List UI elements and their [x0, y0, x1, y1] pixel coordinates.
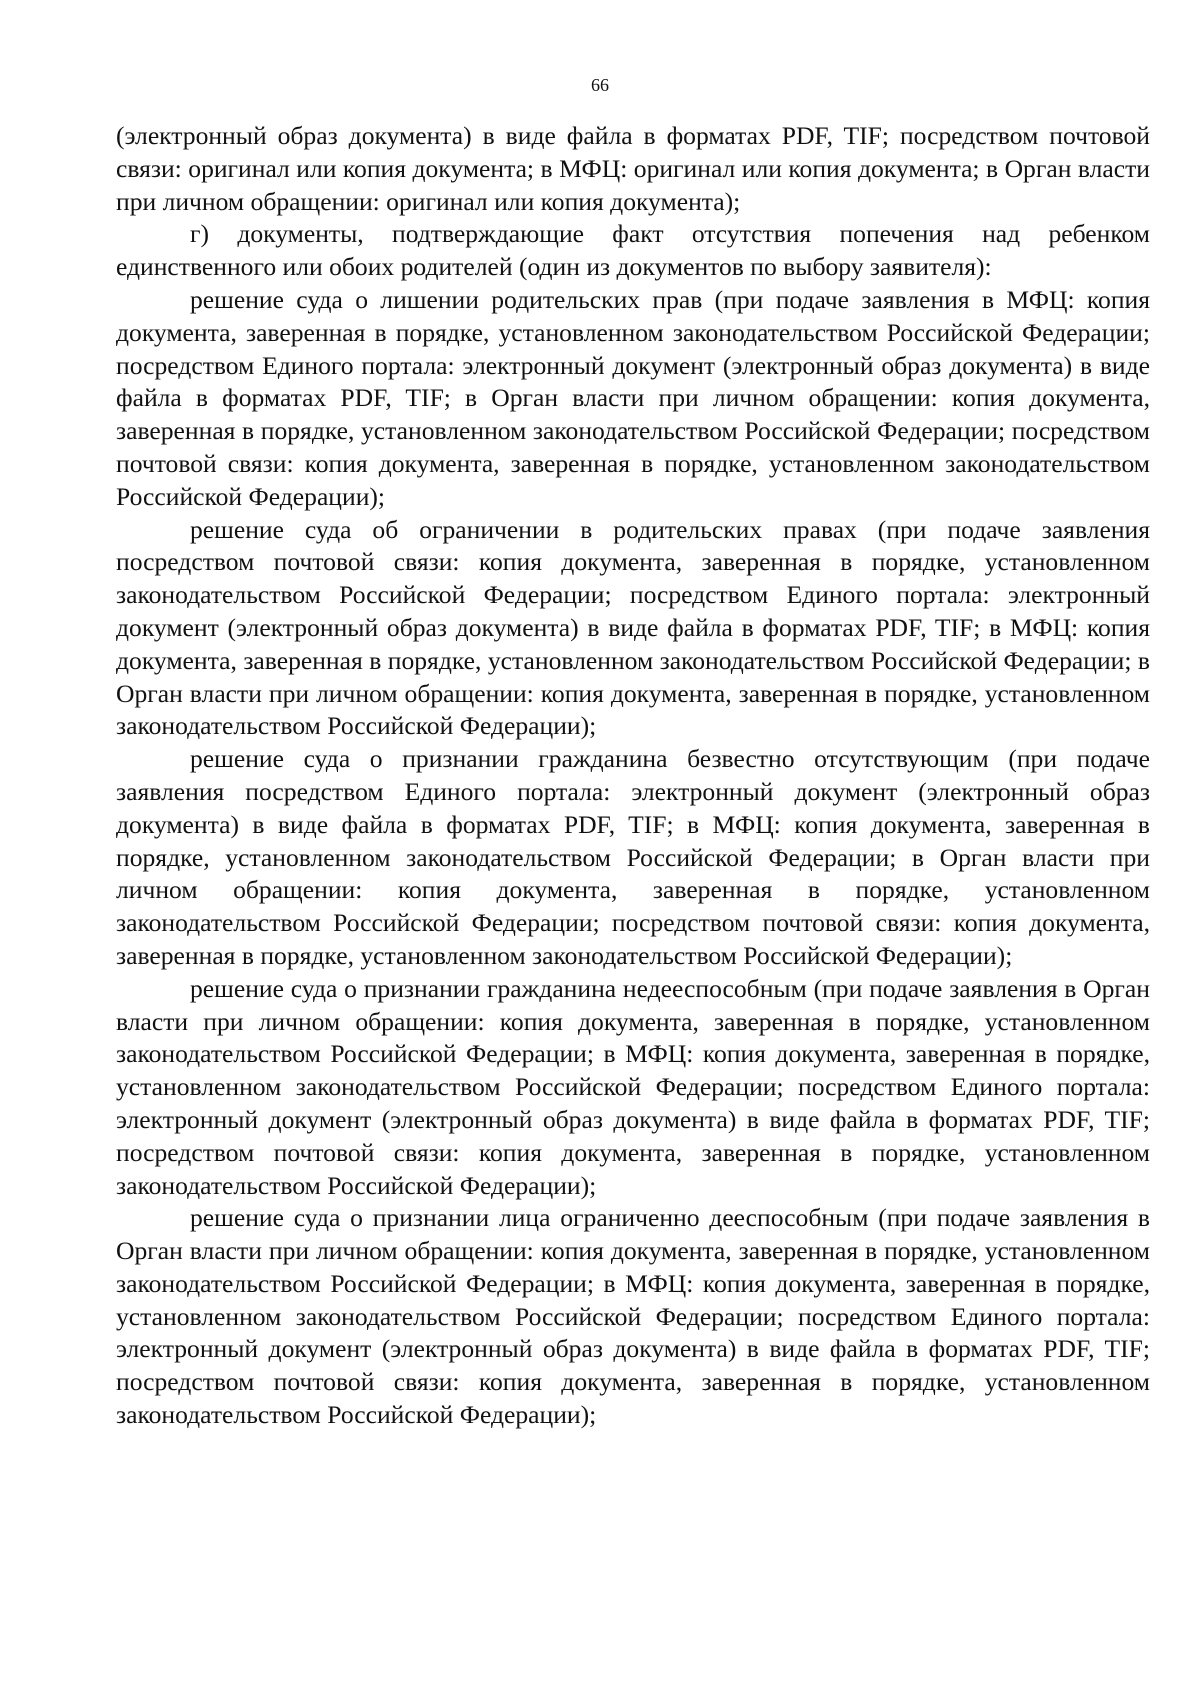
- paragraph-restriction-of-rights: решение суда об ограничении в родительских правах (при подаче заявления посредством почтовой связи: копия документа, заверенная в порядке, установленном законодательством Российской Федерации; посредством Единого портала: электронный документ (электронный образ документа) в виде файла в форматах PDF, TIF; в МФЦ: копия документа, заверенная в порядке, установленном законодательством Российской Федерации; в Орган власти при личном обращении: копия документа, заверенная в порядке, установленном законодательством Российской Федерации);: [116, 514, 1150, 741]
- paragraph-continuation: (электронный образ документа) в виде файла в форматах PDF, TIF; посредством почтовой связи: оригинал или копия документа; в МФЦ: оригинал или копия документа; в Орган власти при личном обращении: оригинал или копия документа);: [116, 121, 1150, 216]
- paragraph-item-g: г) документы, подтверждающие факт отсутствия попечения над ребенком единственного или обоих родителей (один из документов по выбору заявителя):: [116, 219, 1150, 282]
- page-number: 66: [591, 75, 609, 95]
- document-body: [116, 120, 1150, 1432]
- paragraph-missing-person: решение суда о признании гражданина безвестно отсутствующим (при подаче заявления посредством Единого портала: электронный документ (электронный образ документа) в виде файла в форматах PDF, TIF; в МФЦ: копия документа, заверенная в порядке, установленном законодательством Российской Федерации; в Орган власти при личном обращении: копия документа, заверенная в порядке, установленном законодательством Российской Федерации; посредством почтовой связи: копия документа, заверенная в порядке, установленном законодательством Российской Федерации);: [116, 744, 1150, 970]
- paragraph-incapacity: решение суда о признании гражданина недееспособным (при подаче заявления в Орган власти при личном обращении: копия документа, заверенная в порядке, установленном законодательством Российской Федерации; в МФЦ: копия документа, заверенная в порядке, установленном законодательством Российской Федерации; посредством Единого портала: электронный документ (электронный образ документа) в виде файла в форматах PDF, TIF; посредством почтовой связи: копия документа, заверенная в порядке, установленном законодательством Российской Федерации);: [116, 973, 1150, 1200]
- paragraph-deprivation-of-rights: решение суда о лишении родительских прав (при подаче заявления в МФЦ: копия документа, заверенная в порядке, установленном законодательством Российской Федерации; посредством Единого портала: электронный документ (электронный образ документа) в виде файла в форматах PDF, TIF; в Орган власти при личном обращении: копия документа, заверенная в порядке, установленном законодательством Российской Федерации; посредством почтовой связи: копия документа, заверенная в порядке, установленном законодательством Российской Федерации);: [116, 284, 1150, 511]
- paragraph-limited-capacity: решение суда о признании лица ограниченно дееспособным (при подаче заявления в Орган власти при личном обращении: копия документа, заверенная в порядке, установленном законодательством Российской Федерации; в МФЦ: копия документа, заверенная в порядке, установленном законодательством Российской Федерации; посредством Единого портала: электронный документ (электронный образ документа) в виде файла в форматах PDF, TIF; посредством почтовой связи: копия документа, заверенная в порядке, установленном законодательством Российской Федерации);: [116, 1203, 1150, 1430]
